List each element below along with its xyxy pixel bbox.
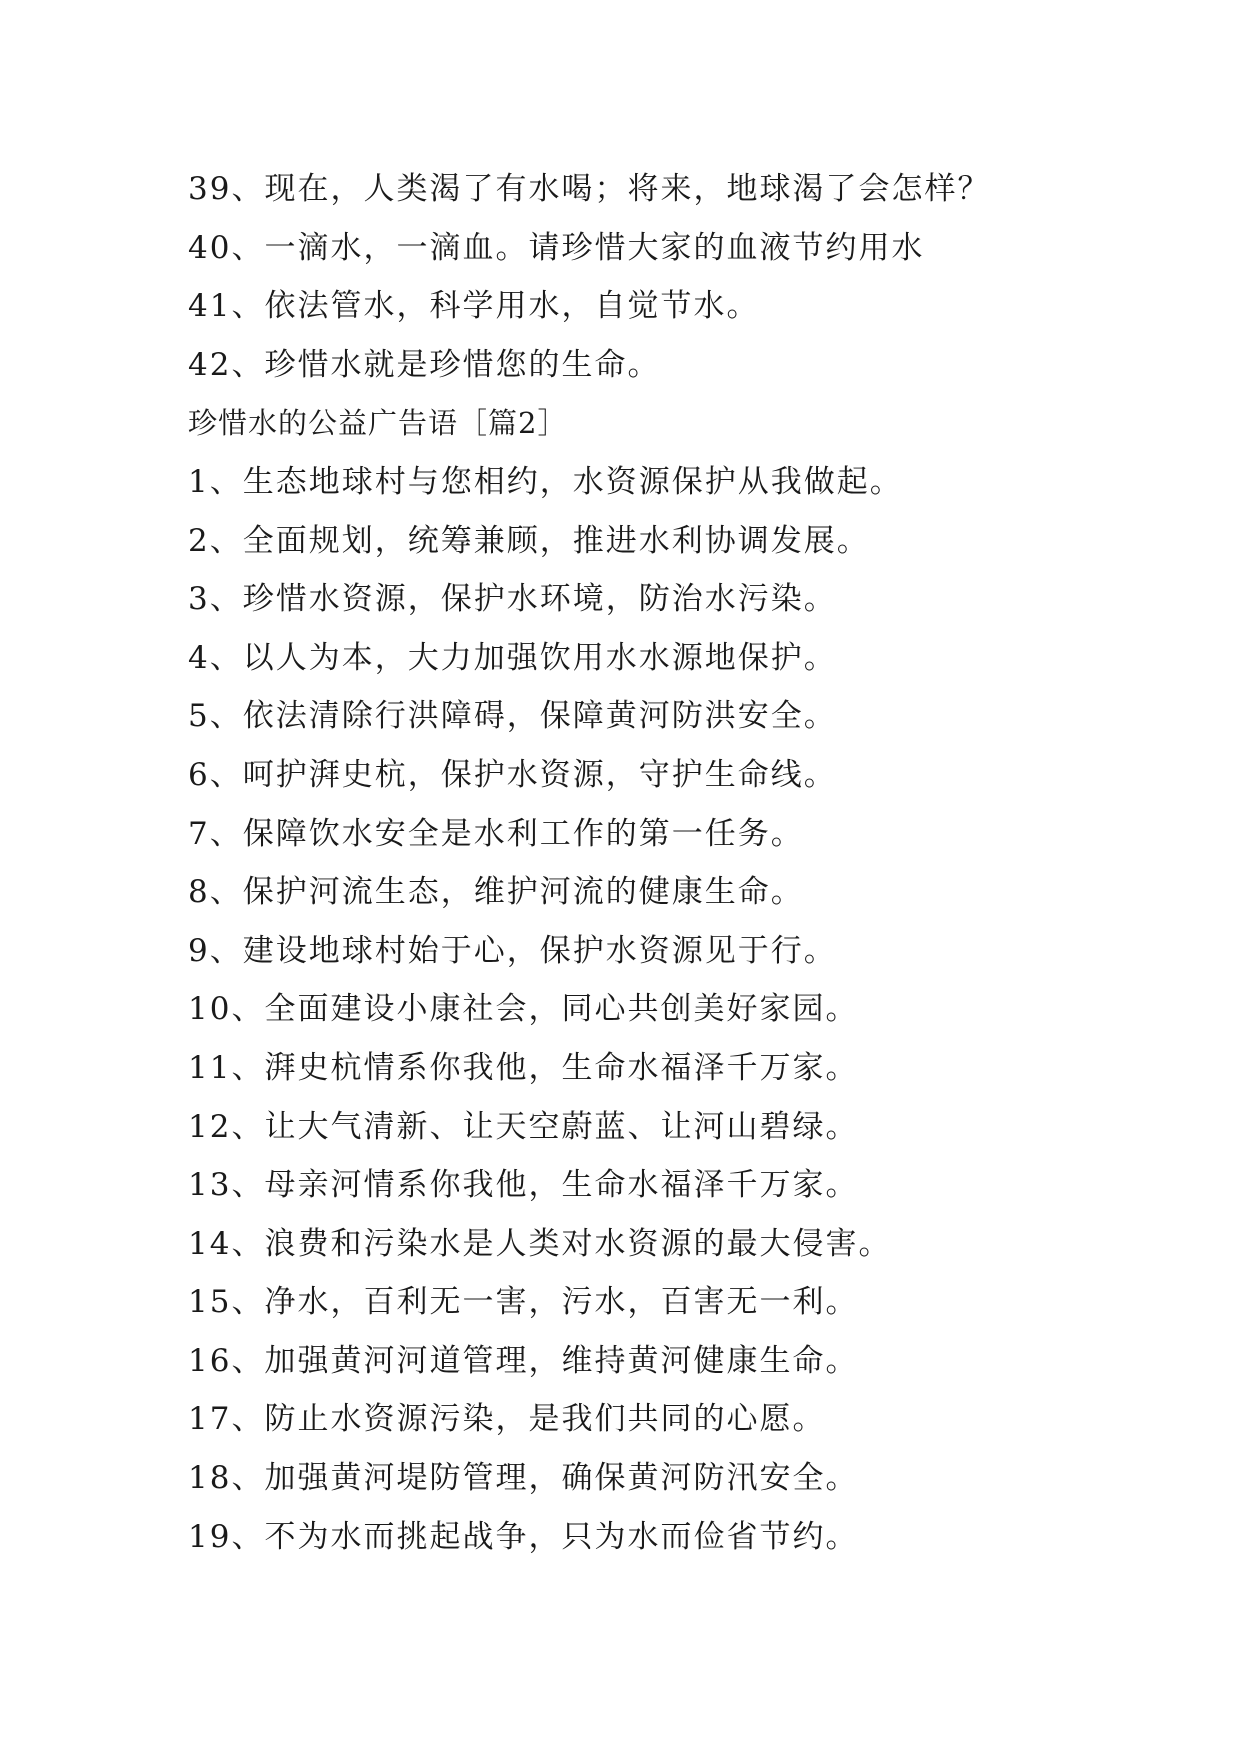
slogan-line: 1、生态地球村与您相约，水资源保护从我做起。 xyxy=(188,463,903,500)
slogan-line: 13、母亲河情系你我他，生命水福泽千万家。 xyxy=(188,1167,859,1204)
slogan-line: 10、全面建设小康社会，同心共创美好家园。 xyxy=(188,991,859,1028)
slogan-line: 14、浪费和污染水是人类对水资源的最大侵害。 xyxy=(188,1225,892,1262)
section-heading: 珍惜水的公益广告语［篇2］ xyxy=(188,406,568,441)
slogan-line: 42、珍惜水就是珍惜您的生命。 xyxy=(188,346,661,383)
slogan-line: 11、湃史杭情系你我他，生命水福泽千万家。 xyxy=(188,1049,859,1086)
slogan-line: 16、加强黄河河道管理，维持黄河健康生命。 xyxy=(188,1342,859,1379)
slogan-line: 41、依法管水，科学用水，自觉节水。 xyxy=(188,288,760,325)
slogan-line: 3、珍惜水资源，保护水环境，防治水污染。 xyxy=(188,581,837,618)
slogan-line: 7、保障饮水安全是水利工作的第一任务。 xyxy=(188,815,804,852)
slogan-line: 6、呵护湃史杭，保护水资源，守护生命线。 xyxy=(188,756,837,793)
slogan-line: 19、不为水而挑起战争，只为水而俭省节约。 xyxy=(188,1518,859,1555)
slogan-line: 8、保护河流生态，维护河流的健康生命。 xyxy=(188,874,804,911)
slogan-line: 2、全面规划，统筹兼顾，推进水利协调发展。 xyxy=(188,522,870,559)
slogan-line: 17、防止水资源污染，是我们共同的心愿。 xyxy=(188,1401,826,1438)
slogan-line: 9、建设地球村始于心，保护水资源见于行。 xyxy=(188,932,837,969)
slogan-line: 15、净水，百利无一害，污水，百害无一利。 xyxy=(188,1284,859,1321)
document-body xyxy=(188,160,1188,1566)
slogan-line: 39、现在，人类渴了有水喝；将来，地球渴了会怎样？ xyxy=(188,171,991,207)
slogan-line: 12、让大气清新、让天空蔚蓝、让河山碧绿。 xyxy=(188,1108,859,1145)
slogan-line: 4、以人为本，大力加强饮用水水源地保护。 xyxy=(188,639,837,676)
slogan-line: 40、一滴水，一滴血。请珍惜大家的血液节约用水 xyxy=(188,229,925,266)
slogan-line: 18、加强黄河堤防管理，确保黄河防汛安全。 xyxy=(188,1460,859,1497)
slogan-line: 5、依法清除行洪障碍，保障黄河防洪安全。 xyxy=(188,698,837,735)
